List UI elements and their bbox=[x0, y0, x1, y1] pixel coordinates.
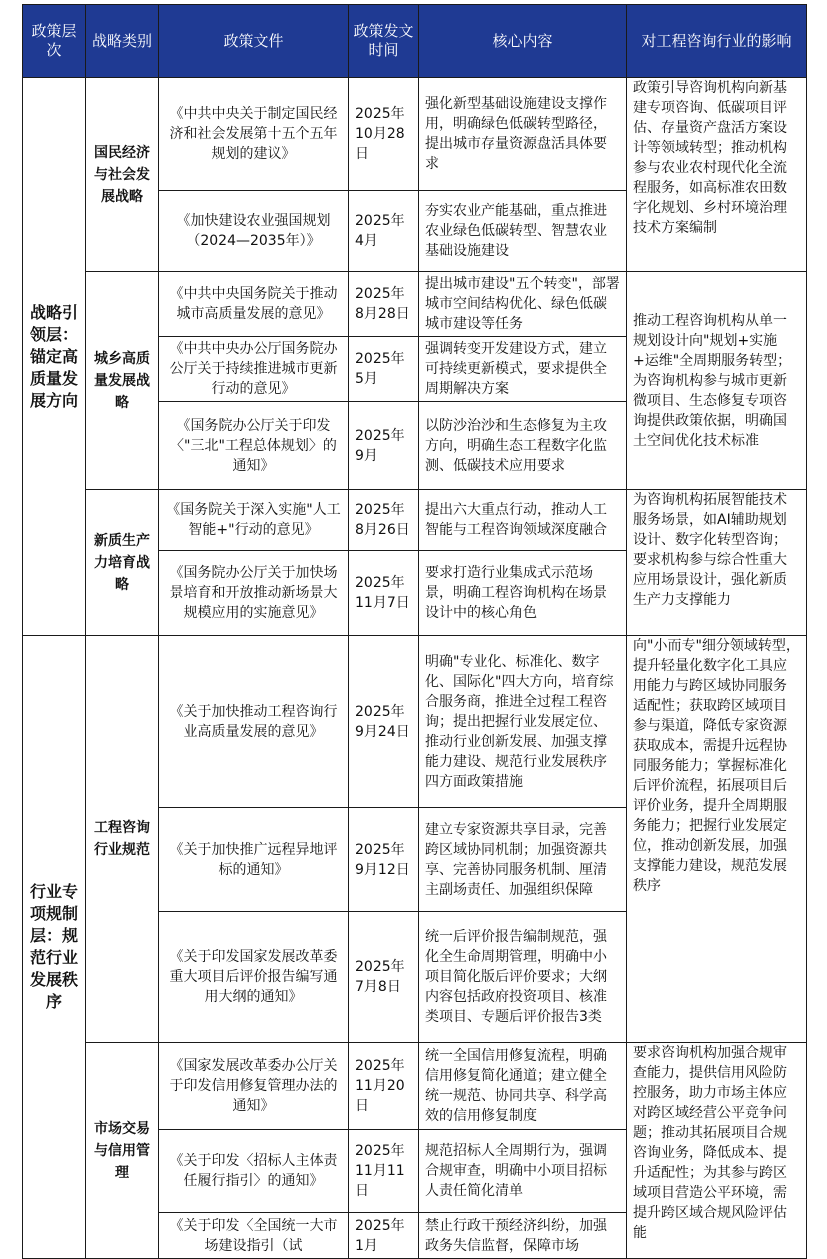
header-policy-level: 政策层次 bbox=[23, 5, 86, 78]
issue-date-cell: 2025年8月28日 bbox=[349, 272, 419, 337]
policy-document-cell: 《加快建设农业强国规划（2024—2035年）》 bbox=[159, 191, 349, 272]
core-content-cell: 以防沙治沙和生态修复为主攻方向，明确生态工程数字化监测、低碳技术应用要求 bbox=[419, 402, 627, 490]
policy-document-cell: 《关于印发〈全国统一大市场建设指引（试 bbox=[159, 1213, 349, 1259]
core-content-cell: 提出六大重点行动，推动人工智能与工程咨询领域深度融合 bbox=[419, 490, 627, 551]
table-row bbox=[23, 1043, 807, 1130]
core-content-cell: 明确"专业化、标准化、数字化、国际化"四大方向，培育综合服务商，推进全过程工程咨询；提出把握行业发展定位、推动行业创新发展、加强支撑能力建设、规范行业发展秩序四方面政策措施 bbox=[419, 636, 627, 808]
policy-document-cell: 《关于印发〈招标人主体责任履行指引〉的通知》 bbox=[159, 1130, 349, 1213]
strategy-category-cell: 市场交易与信用管理 bbox=[86, 1043, 159, 1259]
issue-date-cell: 2025年4月 bbox=[349, 191, 419, 272]
issue-date-cell: 2025年9月24日 bbox=[349, 636, 419, 808]
table-row bbox=[23, 78, 807, 191]
policy-layer-cell: 行业专项规制层：规范行业发展秩序 bbox=[23, 636, 86, 1259]
policy-layer-cell: 战略引领层：锚定高质量发展方向 bbox=[23, 78, 86, 636]
table-row bbox=[23, 490, 807, 551]
policy-table bbox=[22, 4, 807, 1259]
strategy-category-cell: 城乡高质量发展战略 bbox=[86, 272, 159, 490]
industry-impact-cell: 推动工程咨询机构从单一规划设计向"规划+实施+运维"全周期服务转型；为咨询机构参与城市更新微项目、生态修复专项咨询提供政策依据，明确国土空间优化技术标准 bbox=[627, 272, 807, 490]
issue-date-cell: 2025年11月11日 bbox=[349, 1130, 419, 1213]
core-content-cell: 夯实农业产能基础，重点推进农业绿色低碳转型、智慧农业基础设施建设 bbox=[419, 191, 627, 272]
core-content-cell: 统一全国信用修复流程，明确信用修复简化通道；建立健全统一规范、协同共享、科学高效的信用修复制度 bbox=[419, 1043, 627, 1130]
issue-date-cell: 2025年9月 bbox=[349, 402, 419, 490]
core-content-cell: 强化新型基础设施建设支撑作用，明确绿色低碳转型路径，提出城市存量资源盘活具体要求 bbox=[419, 78, 627, 191]
core-content-cell: 禁止行政干预经济纠纷，加强政务失信监督，保障市场 bbox=[419, 1213, 627, 1259]
industry-impact-cell: 为咨询机构拓展智能技术服务场景，如AI辅助规划设计、数字化转型咨询；要求机构参与综合性重大应用场景设计，强化新质生产力支撑能力 bbox=[627, 490, 807, 636]
issue-date-cell: 2025年11月7日 bbox=[349, 551, 419, 636]
industry-impact-cell: 要求咨询机构加强合规审查能力，提供信用风险防控服务，助力市场主体应对跨区域经营公平竞争问题；推动其拓展项目合规咨询业务，降低成本、提升适配性；为其参与跨区域项目营造公平环境，需提升跨区域合规风险评估能 bbox=[627, 1043, 807, 1259]
issue-date-cell: 2025年9月12日 bbox=[349, 808, 419, 912]
header-row bbox=[23, 5, 807, 78]
industry-impact-cell: 向"小而专"细分领域转型，提升轻量化数字化工具应用能力与跨区域协同服务适配性；获取跨区域项目参与渠道，降低专家资源获取成本，需提升远程协同服务能力；掌握标准化后评价流程，拓展项目后评价业务，提升全周期服务能力；把握行业发展定位，推动创新发展，加强支撑能力建设，规范发展秩序 bbox=[627, 636, 807, 1043]
strategy-category-cell: 国民经济与社会发展战略 bbox=[86, 78, 159, 272]
table-row bbox=[23, 272, 807, 337]
policy-document-cell: 《关于印发国家发展改革委重大项目后评价报告编写通用大纲的通知》 bbox=[159, 912, 349, 1043]
issue-date-cell: 2025年5月 bbox=[349, 337, 419, 402]
issue-date-cell: 2025年11月20日 bbox=[349, 1043, 419, 1130]
core-content-cell: 强调转变开发建设方式，建立可持续更新模式，要求提供全周期解决方案 bbox=[419, 337, 627, 402]
policy-document-cell: 《关于加快推动工程咨询行业高质量发展的意见》 bbox=[159, 636, 349, 808]
industry-impact-cell: 政策引导咨询机构向新基建专项咨询、低碳项目评估、存量资产盘活方案设计等领域转型；推动机构参与农业农村现代化全流程服务，如高标准农田数字化规划、乡村环境治理技术方案编制 bbox=[627, 78, 807, 272]
policy-document-cell: 《国务院办公厅关于加快场景培育和开放推动新场景大规模应用的实施意见》 bbox=[159, 551, 349, 636]
header-strategy-category: 战略类别 bbox=[86, 5, 159, 78]
core-content-cell: 规范招标人全周期行为，强调合规审查，明确中小项目招标人责任简化清单 bbox=[419, 1130, 627, 1213]
policy-document-cell: 《中共中央办公厅国务院办公厅关于持续推进城市更新行动的意见》 bbox=[159, 337, 349, 402]
policy-document-cell: 《关于加快推广远程异地评标的通知》 bbox=[159, 808, 349, 912]
header-policy-document: 政策文件 bbox=[159, 5, 349, 78]
issue-date-cell: 2025年10月28日 bbox=[349, 78, 419, 191]
core-content-cell: 统一后评价报告编制规范，强化全生命周期管理，明确中小项目简化版后评价要求；大纲内容包括政府投资项目、核准类项目、专题后评价报告3类 bbox=[419, 912, 627, 1043]
core-content-cell: 提出城市建设"五个转变"，部署城市空间结构优化、绿色低碳城市建设等任务 bbox=[419, 272, 627, 337]
strategy-category-cell: 工程咨询行业规范 bbox=[86, 636, 159, 1043]
core-content-cell: 要求打造行业集成式示范场景，明确工程咨询机构在场景设计中的核心角色 bbox=[419, 551, 627, 636]
header-industry-impact: 对工程咨询行业的影响 bbox=[627, 5, 807, 78]
issue-date-cell: 2025年1月 bbox=[349, 1213, 419, 1259]
policy-document-cell: 《国务院关于深入实施"人工智能+"行动的意见》 bbox=[159, 490, 349, 551]
policy-document-cell: 《中共中央国务院关于推动城市高质量发展的意见》 bbox=[159, 272, 349, 337]
policy-document-cell: 《中共中央关于制定国民经济和社会发展第十五个五年规划的建议》 bbox=[159, 78, 349, 191]
policy-document-cell: 《国务院办公厅关于印发〈"三北"工程总体规划〉的通知》 bbox=[159, 402, 349, 490]
issue-date-cell: 2025年7月8日 bbox=[349, 912, 419, 1043]
header-core-content: 核心内容 bbox=[419, 5, 627, 78]
table-row bbox=[23, 636, 807, 808]
header-issue-date: 政策发文时间 bbox=[349, 5, 419, 78]
policy-document-cell: 《国家发展改革委办公厅关于印发信用修复管理办法的通知》 bbox=[159, 1043, 349, 1130]
strategy-category-cell: 新质生产力培育战略 bbox=[86, 490, 159, 636]
core-content-cell: 建立专家资源共享目录，完善跨区域协同机制；加强资源共享、完善协同服务机制、厘清主副场责任、加强组织保障 bbox=[419, 808, 627, 912]
issue-date-cell: 2025年8月26日 bbox=[349, 490, 419, 551]
